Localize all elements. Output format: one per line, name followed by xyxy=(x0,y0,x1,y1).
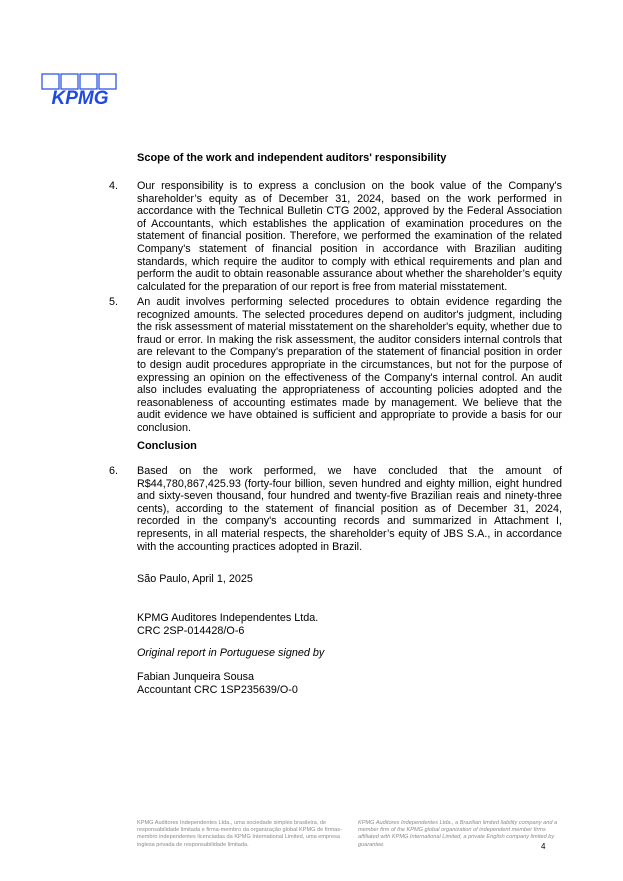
paragraph-number: 4. xyxy=(109,180,119,192)
logo-wordmark: KPMG xyxy=(51,88,109,106)
page-number: 4 xyxy=(541,842,546,851)
original-report-note: Original report in Portuguese signed by xyxy=(137,647,325,659)
footer-portuguese: KPMG Auditores Independentes Ltda., uma sociedade simples brasileira, de responsabilidade limitada e firma-membro da organização global KPMG de firmas-membro independentes licenciadas da KPMG International Limited, uma empresa inglesa privada de responsabilidade limitada. xyxy=(137,820,342,848)
kpmg-logo xyxy=(40,73,120,106)
paragraph-text: Our responsibility is to express a conclusion on the book value of the Company's shareholder’s equity as of December 31, 2024, based on the work performed in accordance with the Technical Bulletin CTG 2002, approved by the Federal Association of Accountants, which establishes the application of examination procedures on the statement of financial position. Therefore, we performed the examination of the related Company's statement of financial position in accordance with Brazilian auditing standards, which require the auditor to comply with ethical requirements and plan and perform the audit to obtain reasonable assurance about whether the shareholder’s equity calculated for the preparation of our report is free from material misstatement. xyxy=(137,180,562,293)
footer-english: KPMG Auditores Independentes Ltda., a Brazilian limited liability company and a member firm of the KPMG global organization of independent member firms affiliated with KPMG International Limited, a private English company limited by guarantee. xyxy=(358,820,558,848)
paragraph-4 xyxy=(109,180,562,293)
conclusion-heading: Conclusion xyxy=(137,440,197,452)
firm-name: KPMG Auditores Independentes Ltda. xyxy=(137,612,319,624)
place-date: São Paulo, April 1, 2025 xyxy=(137,573,253,585)
signer-name: Fabian Junqueira Sousa xyxy=(137,671,255,683)
paragraph-number: 5. xyxy=(109,296,119,308)
paragraph-text: Based on the work performed, we have concluded that the amount of R$44,780,867,425.93 (forty-four billion, seven hundred and eighty million, eight hundred and sixty-seven thousand, four hundred and twenty-five Brazilian reais and ninety-three cents), according to the statement of financial position as of December 31, 2024, recorded in the company's accounting records and summarized in Attachment I, represents, in all material respects, the shareholder’s equity of JBS S.A., in accordance with the accounting practices adopted in Brazil. xyxy=(137,465,562,553)
paragraph-text: An audit involves performing selected procedures to obtain evidence regarding the recognized amounts. The selected procedures depend on auditor's judgment, including the risk assessment of material misstatement on the shareholder's equity, whether due to fraud or error. In making the risk assessment, the auditor considers internal controls that are relevant to the Company's preparation of the statement of financial position in order to design audit procedures appropriate in the circumstances, but not for the purpose of expressing an opinion on the effectiveness of the Company's internal control. An audit also includes evaluating the appropriateness of accounting policies adopted and the reasonableness of accounting estimates made by management. We believe that the audit evidence we have obtained is sufficient and appropriate to provide a basis for our conclusion. xyxy=(137,296,562,434)
paragraph-6 xyxy=(109,465,562,553)
scope-heading: Scope of the work and independent auditors' responsibility xyxy=(137,152,447,164)
firm-crc: CRC 2SP-014428/O-6 xyxy=(137,625,245,637)
signer-crc: Accountant CRC 1SP235639/O-0 xyxy=(137,684,298,696)
paragraph-5 xyxy=(109,296,562,435)
paragraph-number: 6. xyxy=(109,465,119,477)
